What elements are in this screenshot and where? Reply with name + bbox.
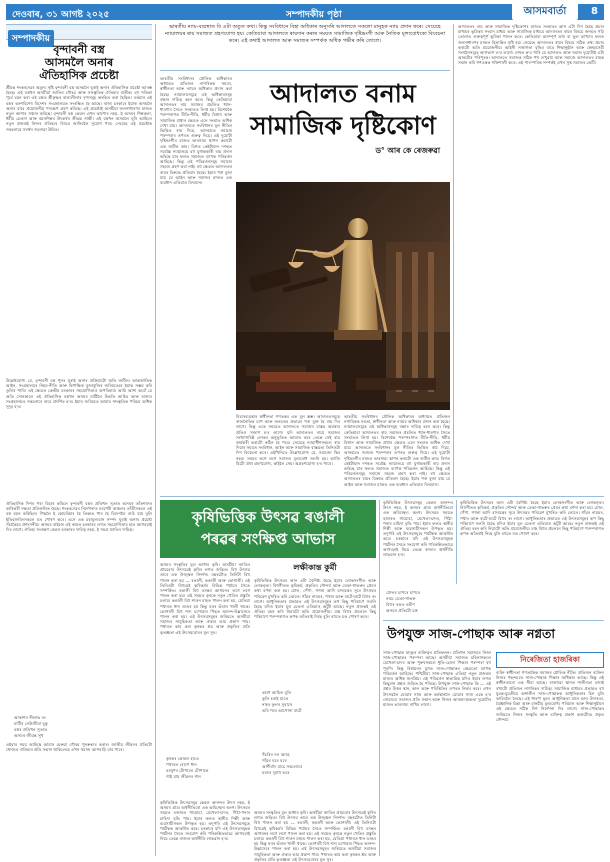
main-body-mid: বিচাৰব্যৱস্থাৰ স্বাধীনতা গণতন্ত্ৰৰ এক মূল স্তম্ভ। আদালতসমূহে ৰাজনৈতিক চাপ আৰু জনমতৰ প্ৰভাৱৰ পৰা মুক্ত হৈ ৰায় দিব লাগে। কিন্তু একে সময়তে আদালতে সমাজৰ বাস্তৱ অৱস্থাৰ প্ৰতিও সজাগ হ'ব লাগে। যদি আদালতৰ ৰায়ে সমাজৰ সংখ্যাগৰিষ্ঠ লোকৰ অনুভূতিত আঘাত কৰে তেন্তে সেই ৰায় কাৰ্যকৰী কৰাটো কঠিন হৈ পৰে। সেয়েহে ন্যায়াধীশসকলে ৰায় দিয়াৰ সময়ত সংবিধান, আইন আৰু সামাজিক বাস্তৱতা তিনিওটা দিশ বিবেচনা কৰে। এইখিনিতে উল্লেখযোগ্য যে, সমাজো স্থিৰ নহয়। সময়ৰ লগে লগে সমাজৰ মূল্যবোধ সলনি হয়। আজি যিটো প্ৰথা গ্ৰহণযোগ্য, কাইলৈ সেয়া অগ্ৰহণযোগ্য হ'ব পাৰে। — [236, 414, 340, 466]
editorial-title-1: বৃন্দাবনী বস্ত্ৰ — [53, 43, 105, 56]
main-article-title — [236, 78, 450, 178]
agri-article-title — [160, 500, 376, 558]
editorial-column — [6, 24, 152, 854]
attire-author: নিৰেজিতা হাজৰিকা — [520, 655, 580, 664]
agri-author: লক্ষীকান্ত কুৰ্মী — [293, 563, 337, 572]
editorial-tag: সম্পাদকীয় — [8, 30, 54, 47]
main-body-right: আদালতৰ ৰায় আৰু সামাজিক দৃষ্টিকোণৰ মাজত সংঘাতৰ আন এটা দিশ হৈছে প্ৰচাৰ মাধ্যমৰ ভূমিকা। সংবাদ মাধ্যম আৰু সামাজিক মাধ্যমে আদালতৰ ৰায়ৰ বিষয়ে জনমত গঢ়ি তোলাত গুৰুত্বপূৰ্ণ ভূমিকা পালন কৰে। কেতিয়াবা অসম্পূৰ্ণ তথ্য বা ভুল ব্যাখ্যাৰ ফলত জনসাধাৰণৰ মাজত বিভ্ৰান্তিৰ সৃষ্টি হয়। সেয়েহে আদালতৰ ৰায়ৰ বিষয়ে সঠিক তথ্য প্ৰচাৰ কৰাটো অতি প্ৰয়োজনীয়। আইনী সজাগতা বৃদ্ধিৰ বাবে শিক্ষানুষ্ঠান আৰু স্বেচ্ছাসেৱী সংগঠনসমূহে আগভাগ ল'ব লাগে। শেষত ক'ব পাৰি যে আদালত আৰু সমাজ দুয়োটাই এটা আনটোৰ পৰিপূৰক। আদালতে সমাজক সঠিক পথ দেখুৱায় আৰু সমাজে আদালতৰ ৰায়ক সন্মান কৰি গণতন্ত্ৰক শক্তিশালী কৰে। এই পাৰস্পৰিক সম্পৰ্কই এখন সুস্থ সমাজৰ ভেটি। — [458, 24, 604, 66]
agri-body-far-right: কৃষিভিত্তিক উৎসৱৰ আন এটা বৈশিষ্ট্য হৈছে ইয়াৰ লোকসংগীত আৰু লোকনৃত্য। বিহুগীতত কৃষিকৰ্ম, প্ৰকৃতিৰ সৌন্দৰ্য আৰু ডেকা-গাভৰুৰ প্ৰেমৰ কথা বৰ্ণনা কৰা হয়। ঢোল, পেঁপা, গগনা আদি বাদ্যযন্ত্ৰৰ সুৰে উৎসৱৰ পৰিৱেশ মুখৰিত কৰি তোলে। গাঁৱৰ নামঘৰ, পথাৰ আৰু বাটে-ঘাটে বিহুৰ ৰং লাগে। আধুনিকতাৰ প্ৰভাৱত এই উৎসৱসমূহৰ ৰূপ কিছু পৰিমাণে সলনি হৈছে যদিও ইয়াৰ মূল চেতনা এতিয়াও অটুট আছে। নতুন প্ৰজন্মই এই ঐতিহ্য বহন কৰি নিয়াটো অতি প্ৰয়োজনীয়। মঞ্চ বিহুৰ প্ৰচলনে কিছু পৰিমাণে পৰম্পৰাগত ৰূপক আঁতৰাই নিছে বুলি বহুতে মত পোষণ কৰে। — [460, 500, 604, 537]
editorial-poem: আকাশৰ নীলাভ ৰং মাটিৰ সেউজীয়া বুকু বস্ত্ৰৰ প্ৰতিখন সূতাত অসমৰ জীৱন্ত সুখ — [14, 715, 48, 738]
main-author: ড° আৰ কে ৰেজৰুৱা — [375, 146, 440, 155]
agri-body-left: অসমৰ সংস্কৃতিৰ মূল আধাৰ কৃষি। অসমীয়া জাতিৰ প্ৰায়বোৰ উৎসৱেই কৃষিৰ লগত জড়িত। বিহু উৎসৱ তাৰে এক উজ্জ্বল নিদৰ্শন। বছৰটোত তিনিটা বিহু পালন কৰা হয় — ৰঙালী, কঙালী আৰু ভোগালী। এই তিনিওটা বিহুৱেই কৃষিকৰ্মৰ বিভিন্ন পৰ্যায়ৰ সৈতে সম্পৰ্কিত। ৰঙালী বিহু বসন্তৰ আগমনৰ লগে লগে পালন কৰা হয়। এই সময়ত কৃষকে নতুন খেতিৰ প্ৰস্তুতি চলায়। কঙালী বিহু শাওন মাহত পালন কৰা হয়, যেতিয়া পথাৰত ধান ডাঙৰ হয় কিন্তু ঘৰৰ ভঁৰাল খালী থাকে। ভোগালী বিহু শস্য চপোৱাৰ পিছত আনন্দ-উল্লাসেৰে পালন কৰা হয়। এই উৎসৱসমূহৰ জৰিয়তে অসমীয়া সমাজৰ সামূহিকতা আৰু ঐক্যৰ ভাৱ প্ৰকাশ পায়। পথাৰত কাম কৰা কৃষকৰ শ্ৰম আৰু প্ৰকৃতিৰ প্ৰতি কৃতজ্ঞতা এই উৎসৱবোৰৰ মূল সুৰ। — [160, 562, 250, 635]
main-body-mid-2: ভাৰতীয় সংবিধানৰ মৌলিক অধিকাৰৰ অধ্যায়ত প্ৰতিজন নাগৰিকক সমতা, স্বাধীনতা আৰু ন্যায়ৰ অধিকাৰ প্ৰদান কৰা হৈছে। ন্যায়ালয়সমূহে এই অধিকাৰসমূহ ৰক্ষাৰ দায়িত্ব বহন কৰে। কিন্তু কেতিয়াবা আদালতৰ ৰায় সমাজৰ প্ৰচলিত ধ্যান-ধাৰণাৰ সৈতে সংঘাতত লিপ্ত হয়। বিশেষকৈ পৰম্পৰাগত ৰীতি-নীতি, ধৰ্মীয় বিশ্বাস আৰু সামাজিক প্ৰথাৰ ক্ষেত্ৰত এনে সংঘাত অধিক দেখা যায়। আদালতে সংবিধানৰ মূল নীতিৰ ভিত্তিত ৰায় দিয়ে, আনহাতে সমাজে পৰম্পৰাৰ ওপৰত গুৰুত্ব দিয়ে। এই দুয়োটা দৃষ্টিভংগীৰ মাজত ভাৰসাম্য স্থাপন কৰাটো এক জটিল কাম। বিগত কেইটামান দশকত সৰ্বোচ্চ ন্যায়ালয়ে বহু যুগান্তকাৰী ৰায় প্ৰদান কৰিছে যাৰ ফলত সমাজত ব্যাপক পৰিৱৰ্তন আহিছে। কিন্তু এই পৰিৱৰ্তনসমূহ সমাজে সহজে গ্ৰহণ কৰা নাই। বহু ক্ষেত্ৰত আদালতৰ ৰায়ৰ বিৰুদ্ধে প্ৰতিবাদ হৈছে। ইয়াৰ পৰা বুজা যায় যে আইন আৰু সমাজৰ মাজত এক ব্যৱধান এতিয়াও বিদ্যমান। — [344, 414, 450, 487]
agri-poem-mid-2: হুঁচৰিৰ দল আহে গাঁৱৰ ঘৰে ঘৰে আশীৰ্বাদ যাচে সকলোৰে মৰমৰ দুবাহু ভৰে — [262, 752, 303, 775]
attire-body-right: ব্যক্তি স্বাধীনতা গণতান্ত্ৰিক সমাজৰ মৌলিক নীতি। প্ৰতিজন ব্যক্তিৰ নিজৰ পছন্দমতে সাজ-পোছাক পিন্ধাৰ অধিকাৰ আছে। কিন্তু এই স্বাধীনতাৰো এক সীমা আছে। ৰাজহুৱা স্থানত শালীনতা বজাই ৰখাটো প্ৰতিজন নাগৰিকৰ দায়িত্ব। সামাজিক মাধ্যমৰ প্ৰভাৱত বহু যুৱক-যুৱতীয়ে অশালীন সাজ-পোছাকক আধুনিকতাৰ চিন বুলি ভাবিবলৈ লৈছে। এই ধাৰণা ভুল। আধুনিকতা মানে মনৰ উদাৰতা, বৈজ্ঞানিক চিন্তা আৰু মানৱীয় মূল্যবোধ। পৰিয়াল আৰু শিক্ষানুষ্ঠানে এই ক্ষেত্ৰত সঠিক দিশ নিৰ্দেশনা দিব লাগে। সাজ-পোছাকৰ জৰিয়তে নিজৰ সংস্কৃতি আৰু ব্যক্তিত্ব প্ৰকাশ কৰাটোহে প্ৰকৃত সৌন্দৰ্য। — [496, 670, 604, 722]
attire-title: উপযুক্ত সাজ-পোছাক আৰু নগ্নতা — [387, 626, 555, 641]
editorial-title-2: আসমলৈ অনাৰ — [44, 56, 114, 69]
main-body-left: ভাৰতীয় সংবিধানৰ মৌলিক অধিকাৰৰ অধ্যায়ত প্ৰতিজন নাগৰিকক সমতা, স্বাধীনতা আৰু ন্যায়ৰ অধিকাৰ প্ৰদান কৰা হৈছে। ন্যায়ালয়সমূহে এই অধিকাৰসমূহ ৰক্ষাৰ দায়িত্ব বহন কৰে। কিন্তু কেতিয়াবা আদালতৰ ৰায় সমাজৰ প্ৰচলিত ধ্যান-ধাৰণাৰ সৈতে সংঘাতত লিপ্ত হয়। বিশেষকৈ পৰম্পৰাগত ৰীতি-নীতি, ধৰ্মীয় বিশ্বাস আৰু সামাজিক প্ৰথাৰ ক্ষেত্ৰত এনে সংঘাত অধিক দেখা যায়। আদালতে সংবিধানৰ মূল নীতিৰ ভিত্তিত ৰায় দিয়ে, আনহাতে সমাজে পৰম্পৰাৰ ওপৰত গুৰুত্ব দিয়ে। এই দুয়োটা দৃষ্টিভংগীৰ মাজত ভাৰসাম্য স্থাপন কৰাটো এক জটিল কাম। বিগত কেইটামান দশকত সৰ্বোচ্চ ন্যায়ালয়ে বহু যুগান্তকাৰী ৰায় প্ৰদান কৰিছে যাৰ ফলত সমাজত ব্যাপক পৰিৱৰ্তন আহিছে। কিন্তু এই পৰিৱৰ্তনসমূহ সমাজে সহজে গ্ৰহণ কৰা নাই। বহু ক্ষেত্ৰত আদালতৰ ৰায়ৰ বিৰুদ্ধে প্ৰতিবাদ হৈছে। ইয়াৰ পৰা বুজা যায় যে আইন আৰু সমাজৰ মাজত এক ব্যৱধান এতিয়াও বিদ্যমান। — [160, 76, 232, 186]
main-title-1: আদালত বনাম — [270, 79, 416, 108]
agri-poem-right: ঢোলৰ চাপৰে চাপৰে নাচে ডেকা-গাভৰু বিহুৰ ৰঙত ৰঙীণ অসমৰ প্ৰতিটো চৰু — [386, 590, 421, 613]
editorial-body-3: ঐতিহাসিক দিশৰ পৰা বিচাৰ কৰিলে বৃন্দাবনী বস্ত্ৰৰ প্ৰতিখন সূতাত অসমৰ তাঁতশালৰ কাৰিকৰী দক্ষতা প্ৰতিফলিত হৈছে। শংকৰদেৱৰ নিৰ্দেশনাত বৰপেটা অঞ্চলৰ তাঁতীসকলে এই বস্ত্ৰ বয়ন কৰিছিল। পিছলৈ ই কোচবিহাৰ হৈ তিব্বত পাৰ হৈ বিদেশলৈ গুচি যায় বুলি ইতিহাসবিদসকলে মত পোষণ কৰে। এনে এক মহামূল্যবান সম্পদ ঘূৰাই অনাৰ প্ৰচেষ্টা সঁচাকৈয়ে প্ৰশংসনীয়। অসমৰ ৰাইজে এই কামত চৰকাৰৰ লগত সহযোগিতাৰ হাত আগবঢ়াই দিব লাগে। ঐতিহ্য সংৰক্ষণ কেৱল চৰকাৰৰ দায়িত্ব নহয়, ই সমগ্ৰ জাতিৰ দায়িত্ব। — [6, 501, 152, 533]
editorial-body-4: এইবাৰ সময় আহিছে আমাৰ হেৰুৱা গৌৰৱ পুনৰুদ্ধাৰ কৰাৰ। জাতীয় জীৱনৰ প্ৰতিটো খোজত ঐতিহ্যৰ প্ৰতি সন্মান থাকিলেহে এখন সমাজ আগবাঢ়ি যাব পাৰে। — [6, 742, 152, 753]
agri-title-1: কৃষিভিত্তিক উৎসৱ ৰঙালী — [191, 508, 345, 526]
newspaper-logo: আসমবাৰ্তা — [512, 3, 578, 20]
section-name: সম্পাদকীয় পৃষ্ঠা — [286, 10, 342, 20]
agri-body-right: কৃষিভিত্তিক উৎসৱসমূহ কেৱল আনন্দৰ উৎস নহয়, ই অসমৰ গ্ৰাম্য অৰ্থনীতিৰো এক অবিচ্ছেদ্য অংগ। উৎসৱৰ সময়ত বজাৰত গামোচা, মেখেলা-চাদৰ, পিঠা-পনাৰ চাহিদা বৃদ্ধি পায়। ইয়াৰ ফলত স্থানীয় শিল্পী আৰু ব্যৱসায়ীসকল উপকৃত হয়। তদুপৰি এই উৎসৱসমূহে পৰ্যটকক আকৰ্ষিত কৰে। চৰকাৰে যদি এই উৎসৱসমূহক পৰ্যটনৰ সৈতে সংযোগ কৰি পৰিকল্পিতভাৱে আগবঢ়াই নিয়ে তেন্তে ৰাজ্যৰ অৰ্থনীতি লাভৱান হ'ব। — [383, 500, 453, 558]
agri-body-mid-2: অসমৰ সংস্কৃতিৰ মূল আধাৰ কৃষি। অসমীয়া জাতিৰ প্ৰায়বোৰ উৎসৱেই কৃষিৰ লগত জড়িত। বিহু উৎসৱ তাৰে এক উজ্জ্বল নিদৰ্শন। বছৰটোত তিনিটা বিহু পালন কৰা হয় — ৰঙালী, কঙালী আৰু ভোগালী। এই তিনিওটা বিহুৱেই কৃষিকৰ্মৰ বিভিন্ন পৰ্যায়ৰ সৈতে সম্পৰ্কিত। ৰঙালী বিহু বসন্তৰ আগমনৰ লগে লগে পালন কৰা হয়। এই সময়ত কৃষকে নতুন খেতিৰ প্ৰস্তুতি চলায়। কঙালী বিহু শাওন মাহত পালন কৰা হয়, যেতিয়া পথাৰত ধান ডাঙৰ হয় কিন্তু ঘৰৰ ভঁৰাল খালী থাকে। ভোগালী বিহু শস্য চপোৱাৰ পিছত আনন্দ-উল্লাসেৰে পালন কৰা হয়। এই উৎসৱসমূহৰ জৰিয়তে অসমীয়া সমাজৰ সামূহিকতা আৰু ঐক্যৰ ভাৱ প্ৰকাশ পায়। পথাৰত কাম কৰা কৃষকৰ শ্ৰম আৰু প্ৰকৃতিৰ প্ৰতি কৃতজ্ঞতা এই উৎসৱবোৰৰ মূল সুৰ। — [254, 810, 376, 862]
agri-body-left-2: কৃষিভিত্তিক উৎসৱসমূহ কেৱল আনন্দৰ উৎস নহয়, ই অসমৰ গ্ৰাম্য অৰ্থনীতিৰো এক অবিচ্ছেদ্য অংগ। উৎসৱৰ সময়ত বজাৰত গামোচা, মেখেলা-চাদৰ, পিঠা-পনাৰ চাহিদা বৃদ্ধি পায়। ইয়াৰ ফলত স্থানীয় শিল্পী আৰু ব্যৱসায়ীসকল উপকৃত হয়। তদুপৰি এই উৎসৱসমূহে পৰ্যটকক আকৰ্ষিত কৰে। চৰকাৰে যদি এই উৎসৱসমূহক পৰ্যটনৰ সৈতে সংযোগ কৰি পৰিকল্পিতভাৱে আগবঢ়াই নিয়ে তেন্তে ৰাজ্যৰ অৰ্থনীতি লাভৱান হ'ব। — [160, 800, 250, 842]
attire-body-left: সাজ-পোছাক মানুহৰ ব্যক্তিত্বৰ প্ৰতিফলন। প্ৰতিখন সমাজৰে নিজা সাজ-পোছাকৰ পৰম্পৰা আছে। অসমীয়া সমাজত মহিলাসকলে মেখেলা-চাদৰ আৰু পুৰুষসকলে ধুতি-চোলা পিন্ধাৰ পৰম্পৰা বহু পুৰণি। কিন্তু বিশ্বায়নৰ যুগত সাজ-পোছাকৰ ক্ষেত্ৰতো ব্যাপক পৰিৱৰ্তন আহিছে। পশ্চিমীয়া সাজ-পোছাক এতিয়া নতুন প্ৰজন্মৰ মাজত অধিক জনপ্ৰিয়। এই পৰিৱৰ্তন স্বাভাৱিক যদিও ইয়াৰ লগত কিছুমান প্ৰশ্নও জড়িত হৈ পৰিছে। উপযুক্ত সাজ-পোছাক কি — এই প্ৰশ্নৰ উত্তৰ স্থান, কাল আৰু পৰিস্থিতিৰ ওপৰত নিৰ্ভৰ কৰে। এখন উৎসৱলৈ যোৱাৰ সাজ আৰু কৰ্মস্থানলৈ যোৱাৰ সাজ একে হ'ব নোৱাৰে। সমাজৰ প্ৰতি সন্মান আৰু নিজৰ আৰামদায়কতা দুয়োটাৰ মাজত ভাৰসাম্য ৰাখিব লাগে। — [383, 650, 491, 708]
agri-body-mid: কৃষিভিত্তিক উৎসৱৰ আন এটা বৈশিষ্ট্য হৈছে ইয়াৰ লোকসংগীত আৰু লোকনৃত্য। বিহুগীতত কৃষিকৰ্ম, প্ৰকৃতিৰ সৌন্দৰ্য আৰু ডেকা-গাভৰুৰ প্ৰেমৰ কথা বৰ্ণনা কৰা হয়। ঢোল, পেঁপা, গগনা আদি বাদ্যযন্ত্ৰৰ সুৰে উৎসৱৰ পৰিৱেশ মুখৰিত কৰি তোলে। গাঁৱৰ নামঘৰ, পথাৰ আৰু বাটে-ঘাটে বিহুৰ ৰং লাগে। আধুনিকতাৰ প্ৰভাৱত এই উৎসৱসমূহৰ ৰূপ কিছু পৰিমাণে সলনি হৈছে যদিও ইয়াৰ মূল চেতনা এতিয়াও অটুট আছে। নতুন প্ৰজন্মই এই ঐতিহ্য বহন কৰি নিয়াটো অতি প্ৰয়োজনীয়। মঞ্চ বিহুৰ প্ৰচলনে কিছু পৰিমাণে পৰম্পৰাগত ৰূপক আঁতৰাই নিছে বুলি বহুতে মত পোষণ কৰে। — [254, 578, 376, 620]
top-banner: ভাৰতীয় ন্যায়-ব্যৱস্থাত বি এটা অতুত কথা। কিন্তু সংবিধানে বিহা অধিকাৰ অনুসৰি আদালতে সকলো মানুহক ন্যায় প্ৰদান কৰে। সেয়েহে ন্যায়ালয়ৰ ৰায় সমাজত গ্ৰহণযোগ্য হয়। কেতিয়াবা আদালতে ৰায়দান কৰাৰ সময়ত সামাজিক দৃষ্টিভংগী আৰু নৈতিক মূল্যবোধকো বিবেচনা কৰে। এই কথাই আদালত আৰু সমাজৰ সম্পৰ্কক অধিক গভীৰ কৰি তোলে। — [164, 24, 446, 45]
editorial-body-2: উল্লেখযোগ্য যে, বৃন্দাবনী বস্ত্ৰ পুনৰ ঘূৰাই অনাৰ প্ৰক্ৰিয়াটো অতি জটিল। আন্তৰ্জাতিক আইন, সংগ্ৰহালয়ৰ নিয়ম-নীতি আৰু দ্বিপাক্ষিক বুজাবুজিৰ জৰিয়তেহে ইয়াক সম্ভৱ কৰি তুলিব পাৰি। এই ক্ষেত্ৰত কেন্দ্ৰীয় চৰকাৰৰ সহযোগিতাও অপৰিহাৰ্য। আমি আশা কৰোঁ যে অতি সোনকালে এই ঐতিহাসিক বস্ত্ৰখন অসমৰ মাটিলৈ উভতি আহিব আৰু ৰাজ্যৰ সংগ্ৰহালয়ত সকলোৰে বাবে প্ৰদৰ্শিত হ'ব। ইয়াৰ জৰিয়তে আমাৰ সাংস্কৃতিক পৰিচয় অধিক সুদৃঢ় হ'ব। — [6, 378, 152, 410]
page-header — [6, 4, 604, 20]
agri-poem-mid: বহাগ আহিল বুলি কুলি চৰাই মাতে নাহৰ ফুলৰ সুবাসে ভৰি পৰে আপোনা বাটে — [262, 690, 302, 713]
agri-title-2: পৰৱৰ সংক্ষিপ্ত আভাস — [200, 530, 336, 548]
attire-article-title — [383, 624, 604, 646]
issue-date: দেওবাৰ, ৩১ আগষ্ট ২০২৫ — [12, 10, 110, 20]
attire-author-box — [496, 652, 604, 668]
justice-statue-photo — [236, 182, 450, 410]
page-number: 8 — [591, 6, 598, 17]
editorial-title-3: ঐতিহাসিক প্ৰচেষ্টা — [39, 69, 119, 82]
agri-author-wrap — [254, 562, 376, 576]
editorial-body-1: শ্ৰীমন্ত শংকৰদেৱৰ অমূল্য সৃষ্টি বৃন্দাবনী বস্ত্ৰ অসমলৈ ঘূৰাই অনাৰ ঐতিহাসিক প্ৰচেষ্টা আৰম্ভ হৈছে। এই বস্ত্ৰখন অসমীয়া জাতিৰ গৌৰৱ আৰু সাংস্কৃতিক ঐতিহ্যৰ প্ৰতীক। বহু শতিকা পূৰ্বে বয়ন কৰা এই বস্ত্ৰত শ্ৰীকৃষ্ণৰ বাল্যলীলাৰ দৃশ্যসমূহ অংকিত কৰা হৈছিল। বৰ্তমান এই বস্ত্ৰৰ অংশবিশেষ বিদেশৰ সংগ্ৰহালয়ত সংৰক্ষিত হৈ আছে। ৰাজ্য চৰকাৰে ইয়াক অসমলৈ অনাৰ বাবে প্ৰয়োজনীয় পদক্ষেপ গ্ৰহণ কৰিছে। এই প্ৰচেষ্টাই অসমীয়া জনসাধাৰণৰ মাজত নতুন আশাৰ সঞ্চাৰ কৰিছে। বৃন্দাবনী বস্ত্ৰ কেৱল এখন কাপোৰ নহয়, ই অসমৰ শিল্পকলা, ধৰ্মীয় চেতনা আৰু বয়নশিল্পৰ উৎকৰ্ষৰ জীৱন্ত সাক্ষী। এই বস্ত্ৰখন অসমলৈ ঘূৰি আহিলে নতুন প্ৰজন্মই নিজৰ ঐতিহ্যৰ বিষয়ে জানিবলৈ সুযোগ পাব। সেয়েহে এই প্ৰচেষ্টাক সকলোৱে সমৰ্থন জনোৱা উচিত। — [6, 85, 152, 132]
agri-poem-left: কৃষকৰ কোমল হাতে পথাৰত ৰোপে ধান বৰষুণৰ টোপালে টোপালে গাই যায় জীৱনৰ গান — [166, 756, 209, 779]
main-title-2: সামাজিক দৃষ্টিকোণ — [250, 111, 436, 140]
